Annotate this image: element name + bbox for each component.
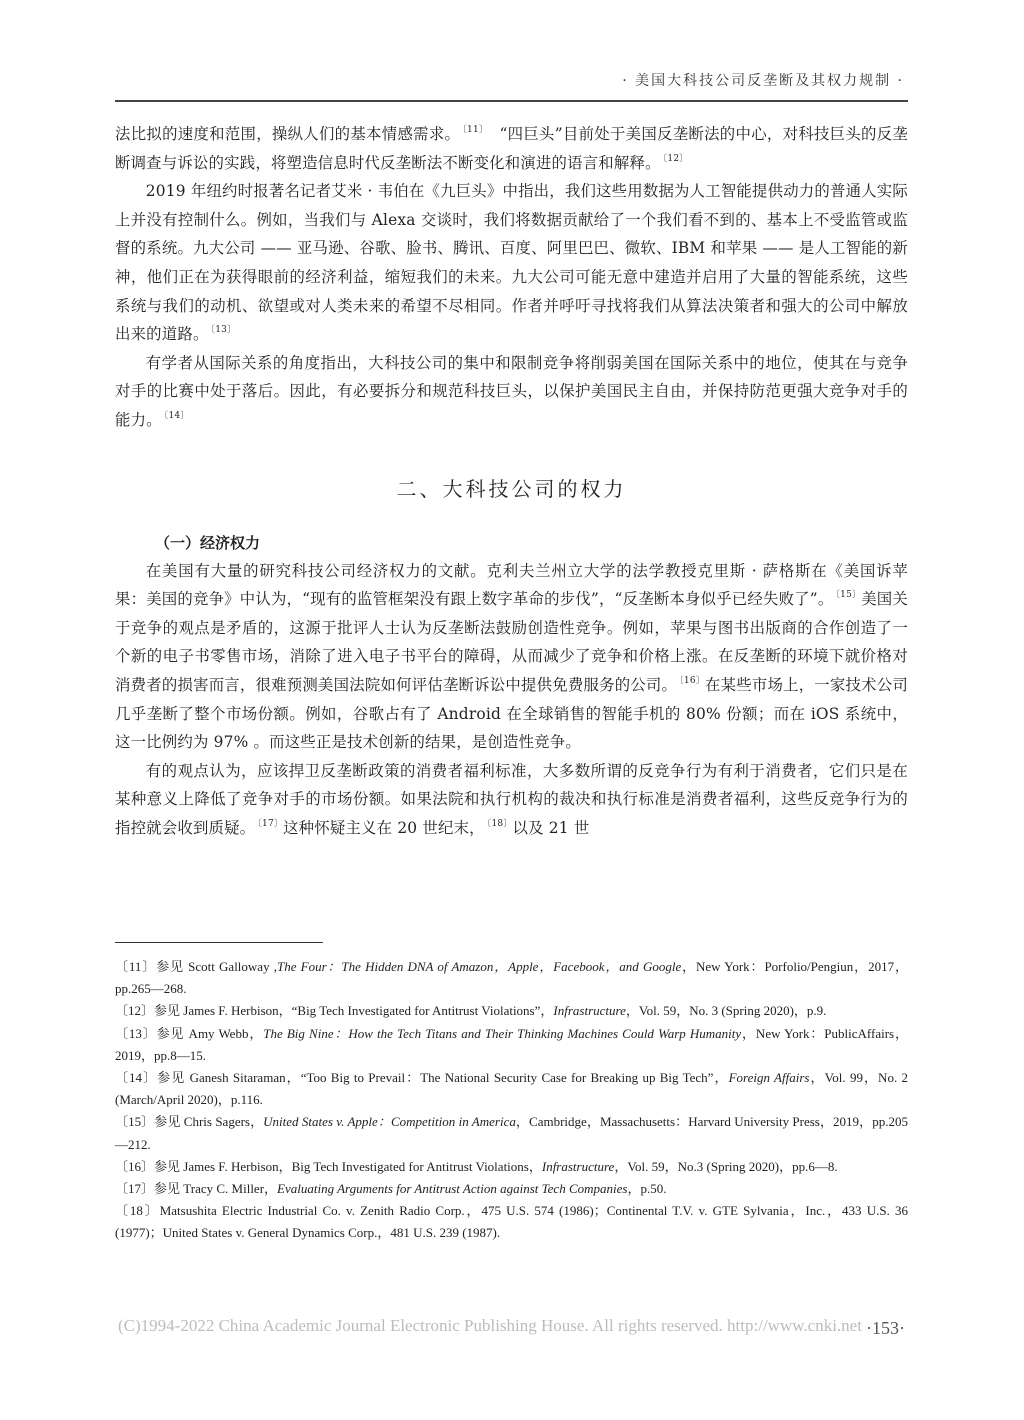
footnote: 〔13〕参见 Amy Webb，The Big Nine：How the Tech Titans and Their Thinking Machines Could Warp Humanity，New York：PublicAffairs，2019，pp.8—15.: [115, 1025, 908, 1063]
paragraph-3: 有学者从国际关系的角度指出，大科技公司的集中和限制竞争将削弱美国在国际关系中的地位，使其在与竞争对手的比赛中处于落后。因此，有必要拆分和规范科技巨头，以保护美国民主自由，并保持防范更强大竞争对手的能力。 $^{〔14〕}$: [115, 353, 908, 429]
subsection-heading: （一）经济权力: [155, 533, 261, 552]
footnote: 〔18〕Matsushita Electric Industrial Co. v. Zenith Radio Corp.，475 U.S. 574 (1986)；Continental T.V. v. GTE Sylvania，Inc.，433 U.S. 36 (1977)；United States v. General Dynamics Corp.，481 U.S. 239 (1987).: [115, 1203, 908, 1241]
footnote: 〔12〕参见 James F. Herbison，“Big Tech Investigated for Antitrust Violations”，Infrastructure，Vol. 59，No. 3 (Spring 2020)，p.9.: [115, 1003, 827, 1019]
copyright-watermark: (C)1994-2022 China Academic Journal Electronic Publishing House. All rights reserved. http://www.cnki.net: [118, 1316, 862, 1335]
paragraph-4: 在美国有大量的研究科技公司经济权力的文献。克利夫兰州立大学的法学教授克里斯 · 萨格斯在《美国诉苹果：美国的竞争》中认为，“现有的监管框架没有跟上数字革命的步伐”，“反垄断本身似乎已经失败了”。 $^{〔15〕}$美国关于竞争的观点是矛盾的，这源于批评人士认为反垄断法鼓励创造性竞争。例如，苹果与图书出版商的合作创造了一个新的电子书零售市场，消除了进入电子书平台的障碍，从而减少了竞争和价格上涨。在反垄断的环境下就价格对消费者的损害而言，很难预测美国法院如何评估垄断诉讼中提供免费服务的公司。 $^{〔16〕}$在某些市场上，一家技术公司几乎垄断了整个市场份额。例如，谷歌占有了 Android 在全球销售的智能手机的 80% 份额；而在 iOS 系统中，这一比例约为 97% 。而这些正是技术创新的结果，是创造性竞争。: [115, 561, 908, 752]
paragraph-1: 法比拟的速度和范围，操纵人们的基本情感需求。 $^{〔11〕}$ “四巨头”目前处于美国反垄断法的中心，对科技巨头的反垄断调查与诉讼的实践，将塑造信息时代反垄断法不断变化和演进的语言和解释。 $^{〔12〕}$: [115, 125, 909, 172]
footnote-ref-13[interactable]: 〔13〕: [210, 325, 237, 336]
section-heading: 二、大科技公司的权力: [396, 476, 627, 501]
footnote-ref-15[interactable]: 〔15〕: [835, 590, 862, 601]
paragraph-2: 2019 年纽约时报著名记者艾米 · 韦伯在《九巨头》中指出，我们这些用数据为人工智能提供动力的普通人实际上并没有控制什么。例如，当我们与 Alexa 交谈时，我们将数据贡献给了一个我们看不到的、基本上不受监管或监督的系统。九大公司 —— 亚马逊、谷歌、脸书、腾讯、百度、阿里巴巴、微软、IBM 和苹果 —— 是人工智能的新神，他们正在为获得眼前的经济利益，缩短我们的未来。九大公司可能无意中建造并启用了大量的智能系统，这些系统与我们的动机、欲望或对人类未来的希望不尽相同。作者并呼吁寻找将我们从算法决策者和强大的公司中解放出来的道路。 $^{〔13〕}$: [115, 182, 908, 344]
footnote-ref-12[interactable]: 〔12〕: [662, 153, 689, 164]
footnote: 〔15〕参见 Chris Sagers，United States v. Apple：Competition in America，Cambridge，Massachusetts：Harvard University Press，2019，pp.205—212.: [115, 1114, 908, 1152]
footnote-rule: [115, 942, 323, 943]
footnote-ref-11[interactable]: 〔11〕: [462, 125, 484, 135]
footnote-ref-17[interactable]: 〔17〕: [257, 818, 284, 829]
paragraph-5: 有的观点认为，应该捍卫反垄断政策的消费者福利标准，大多数所谓的反竞争行为有利于消费者，它们只是在某种意义上降低了竞争对手的市场份额。如果法院和执行机构的裁决和执行标准是消费者福利，这些反竞争行为的指控就会收到质疑。 $^{〔17〕}$这种怀疑主义在 20 世纪末， $^{〔18〕}$以及 21 世: [115, 761, 908, 837]
footnote: 〔11〕参见 Scott Galloway ,The Four：The Hidden DNA of Amazon，Apple，Facebook，and Google，New York：Porfolio/Pengiun，2017，pp.265—268.: [115, 959, 908, 997]
footnote: 〔14〕参见 Ganesh Sitaraman，“Too Big to Prevail：The National Security Case for Breaking up Big Tech”，Foreign Affairs，Vol. 99，No. 2 (March/April 2020)，p.116.: [115, 1070, 908, 1108]
page-number: ·153·: [866, 1318, 905, 1338]
footnote-ref-16[interactable]: 〔16〕: [679, 675, 705, 686]
footnote: 〔17〕参见 Tracy C. Miller，Evaluating Arguments for Antitrust Action against Tech Companies，p.50.: [115, 1181, 667, 1197]
footnote-ref-18[interactable]: 〔18〕: [486, 818, 513, 829]
header-rule: [115, 100, 908, 102]
running-header: · 美国大科技公司反垄断及其权力规制 ·: [622, 73, 904, 89]
footnotes: [115, 956, 908, 1245]
body-text: [115, 120, 908, 842]
footnote: 〔16〕参见 James F. Herbison，Big Tech Investigated for Antitrust Violations，Infrastructure，Vol. 59，No.3 (Spring 2020)，pp.6—8.: [115, 1158, 838, 1174]
footnote-ref-14[interactable]: 〔14〕: [163, 410, 190, 421]
